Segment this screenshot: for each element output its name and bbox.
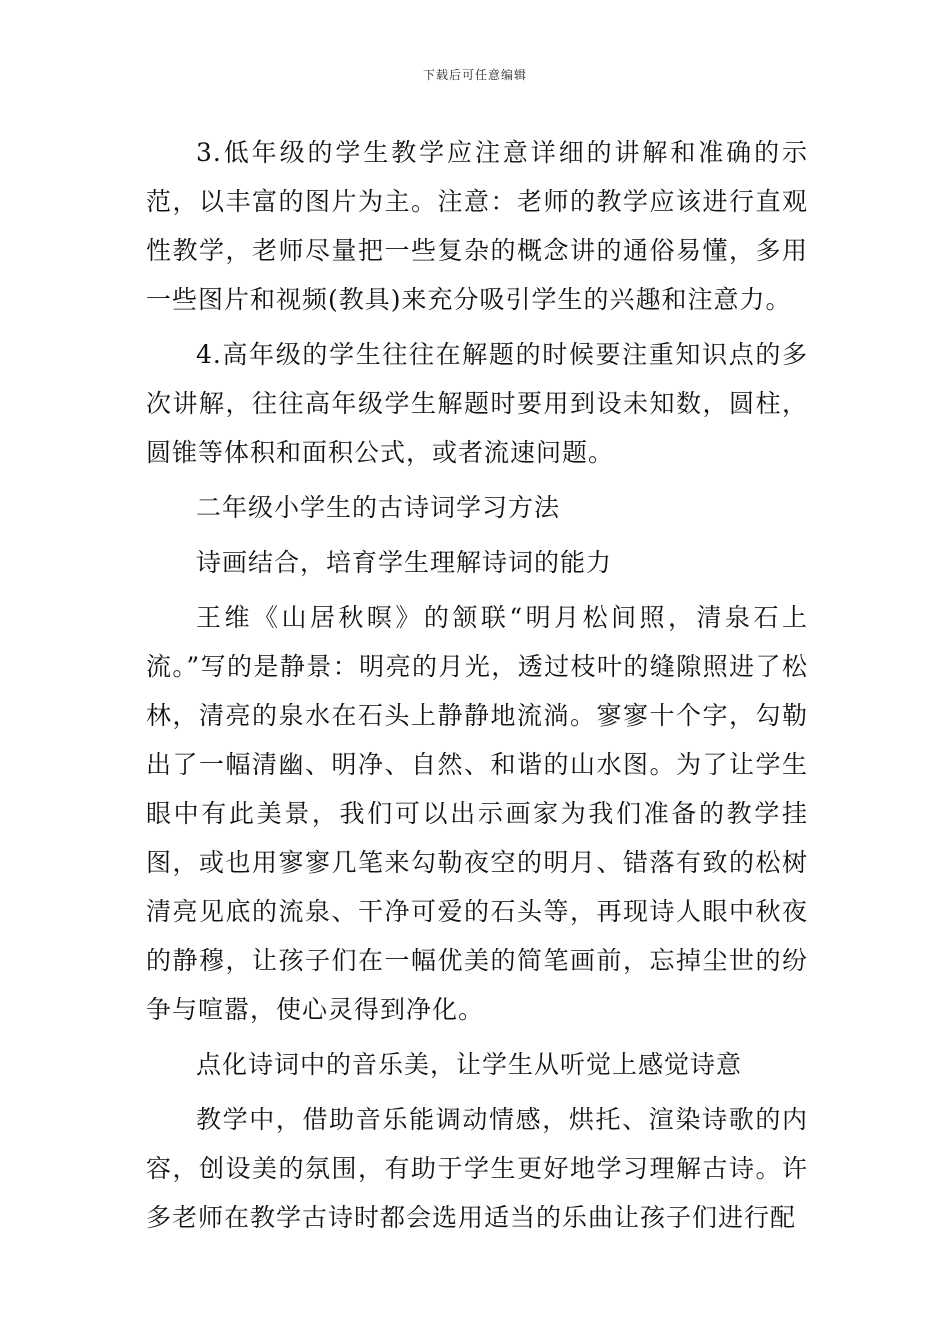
subheading-music-beauty: 点化诗词中的音乐美，让学生从听觉上感觉诗意 [196,1050,743,1079]
paragraph-music-teaching: 教学中，借助音乐能调动情感，烘托、渲染诗歌的内容，创设美的氛围，有助于学生更好地学习理解古诗。许多老师在教学古诗时都会选用适当的乐曲让孩子们进行配 [146,1105,808,1232]
paragraph-upper-grade: 4.高年级的学生往往在解题的时候要注重知识点的多次讲解，往往高年级学生解题时要用到设未知数，圆柱，圆锥等体积和面积公式，或者流速问题。 [146,340,808,467]
paragraph-lower-grade: 3.低年级的学生教学应注意详细的讲解和准确的示范，以丰富的图片为主。注意：老师的教学应该进行直观性教学，老师尽量把一些复杂的概念讲的通俗易懂，多用一些图片和视频(教具)来充分吸引学生的兴趣和注意力。 [146,138,808,314]
subheading-poem-and-painting: 诗画结合，培育学生理解诗词的能力 [196,548,613,577]
document-body [146,128,808,1248]
paragraph-wang-wei-poem: 王维《山居秋暝》的颔联“明月松间照，清泉石上流。”写的是静景：明亮的月光，透过枝叶的缝隙照进了松林，清亮的泉水在石头上静静地流淌。寥寥十个字，勾勒出了一幅清幽、明净、自然、和谐的山水图。为了让学生眼中有此美景，我们可以出示画家为我们准备的教学挂图，或也用寥寥几笔来勾勒夜空的明月、错落有致的松树清亮见底的流泉、干净可爱的石头等，再现诗人眼中秋夜的静穆，让孩子们在一幅优美的简笔画前，忘掉尘世的纷争与喧嚣，使心灵得到净化。 [146,603,808,1024]
section-heading-poetry-methods: 二年级小学生的古诗词学习方法 [196,493,561,522]
header-note: 下载后可任意编辑 [422,68,527,82]
